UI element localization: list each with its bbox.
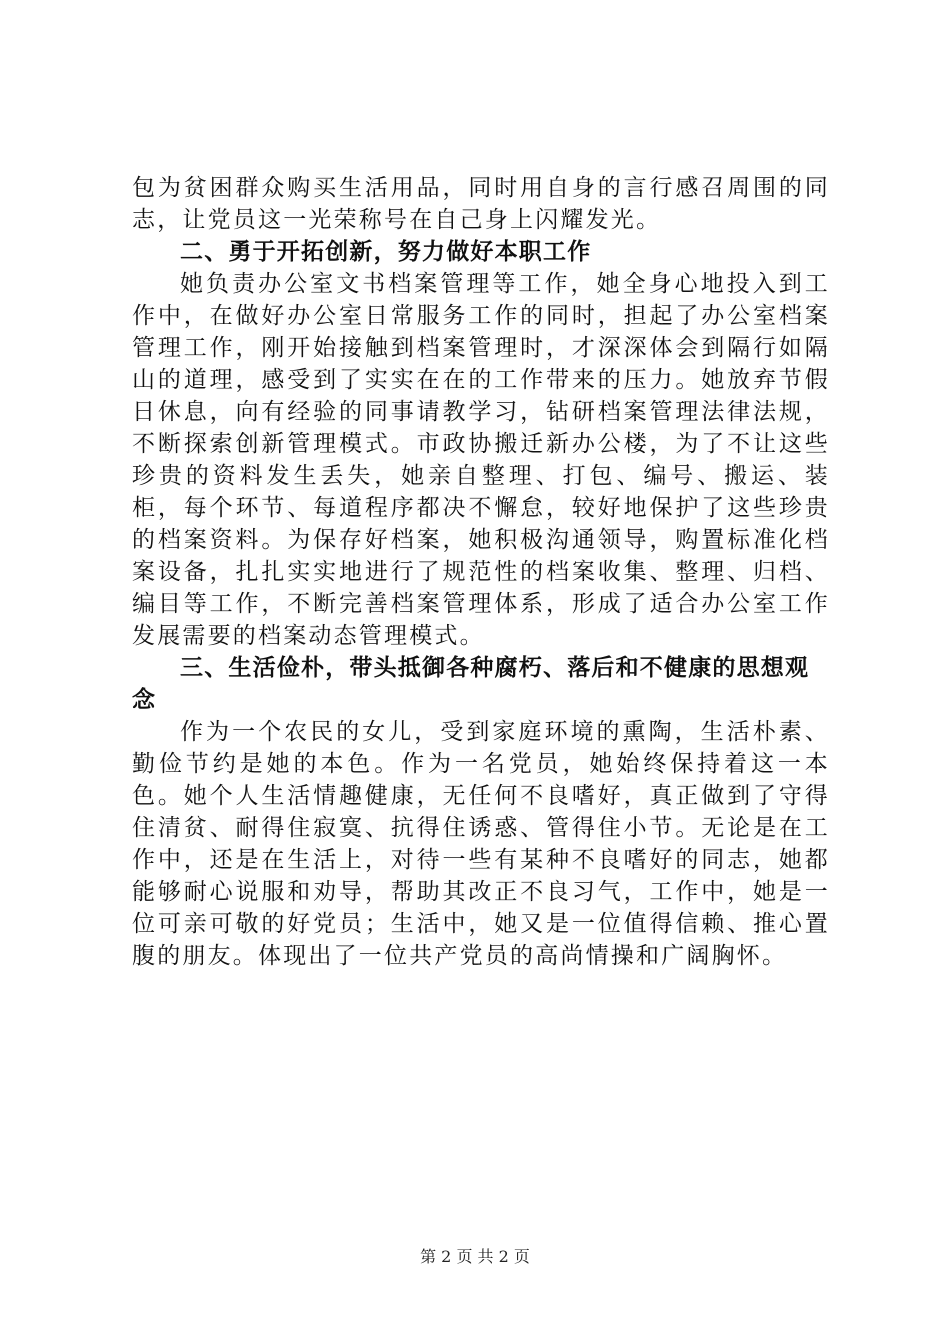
document-body [132,172,830,972]
paragraph-continuation: 包为贫困群众购买生活用品，同时用自身的言行感召周围的同志，让党员这一光荣称号在自己身上闪耀发光。 [132,175,830,233]
paragraph-frugal-life: 作为一个农民的女儿，受到家庭环境的熏陶，生活朴素、勤俭节约是她的本色。作为一名党员，她始终保持着这一本色。她个人生活情趣健康，无任何不良嗜好，真正做到了守得住清贫、耐得住寂寞、抗得住诱惑、管得住小节。无论是在工作中，还是在生活上，对待一些有某种不良嗜好的同志，她都能够耐心说服和劝导，帮助其改正不良习气，工作中，她是一位可亲可敬的好党员；生活中，她又是一位值得信赖、推心置腹的朋友。体现出了一位共产党员的高尚情操和广阔胸怀。 [132,719,830,969]
section-heading-2: 二、勇于开拓创新，努力做好本职工作 [180,239,592,265]
paragraph-archives-work: 她负责办公室文书档案管理等工作，她全身心地投入到工作中，在做好办公室日常服务工作的同时，担起了办公室档案管理工作，刚开始接触到档案管理时，才深深体会到隔行如隔山的道理，感受到了实实在在的工作带来的压力。她放弃节假日休息，向有经验的同事请教学习，钻研档案管理法律法规，不断探索创新管理模式。市政协搬迁新办公楼，为了不让这些珍贵的资料发生丢失，她亲自整理、打包、编号、搬运、装柜，每个环节、每道程序都决不懈怠，较好地保护了这些珍贵的档案资料。为保存好档案，她积极沟通领导，购置标准化档案设备，扎扎实实地进行了规范性的档案收集、整理、归档、编目等工作，不断完善档案管理体系，形成了适合办公室工作发展需要的档案动态管理模式。 [132,271,830,649]
page-number-footer: 第 2 页 共 2 页 [420,1247,530,1266]
section-heading-3: 三、生活俭朴，带头抵御各种腐朽、落后和不健康的思想观念 [132,655,810,713]
